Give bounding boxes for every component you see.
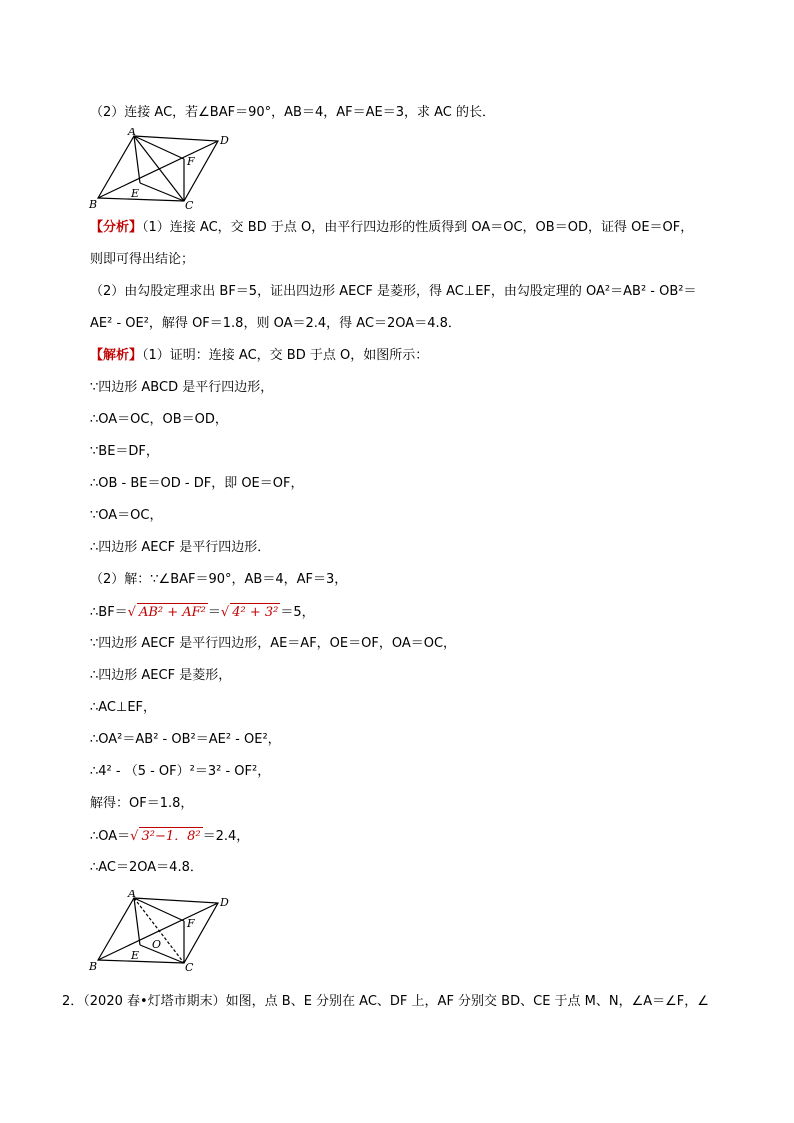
problem-part2: （2）连接 AC，若∠BAF＝90°，AB＝4，AF＝AE＝3，求 AC 的长．: [90, 105, 495, 120]
solution-step: ∵四边形 ABCD 是平行四边形，: [90, 380, 274, 395]
solution-step: ∵OA＝OC，: [90, 508, 163, 523]
solution-step: ∴OA²＝AB² - OB²＝AE² - OE²，: [90, 732, 281, 747]
solution-step: ∴AC⊥EF，: [90, 700, 157, 715]
parallelogram-outline: [98, 136, 218, 201]
diagonal-bd: [98, 141, 218, 198]
label-f: F: [187, 917, 195, 930]
bf-mid: ＝: [207, 605, 221, 620]
analysis-tag: 【分析】: [90, 220, 143, 235]
label-c: C: [185, 199, 194, 210]
segment-ae: [134, 898, 140, 945]
bf-suffix: ＝5，: [280, 605, 315, 620]
oa-prefix: ∴OA＝: [90, 829, 131, 844]
label-f: F: [187, 155, 195, 168]
analysis-line-2: 则即可得出结论；: [90, 252, 195, 267]
analysis-line-3: （2）由勾股定理求出 BF＝5，证出四边形 AECF 是菱形，得 AC⊥EF，由勾股定理的 OA²＝AB² - OB²＝: [90, 284, 697, 299]
label-e: E: [131, 187, 140, 200]
label-d: D: [220, 134, 229, 147]
analysis-text-1: （1）连接 AC，交 BD 于点 O，由平行四边形的性质得到 OA＝OC，OB＝OD，证得 OE＝OF，: [142, 220, 694, 235]
oa-radicand: 3²−1．8²: [141, 829, 201, 844]
solution-step: ∴四边形 AECF 是平行四边形．: [90, 540, 271, 555]
label-b: B: [89, 198, 98, 210]
solution-step: ∴四边形 AECF 是菱形，: [90, 668, 232, 683]
final-answer: ∴AC＝2OA＝4.8．: [90, 860, 203, 875]
diagonal-bd: [98, 903, 218, 960]
bf-radicand-2: 4² + 3²: [232, 605, 279, 620]
label-d: D: [220, 896, 229, 909]
solution-line-1: [90, 347, 428, 365]
next-problem: 2．（2020 春•灯塔市期末）如图，点 B、E 分别在 AC、DF 上，AF 分别交 BD、CE 于点 M、N，∠A＝∠F，∠: [62, 994, 709, 1009]
segment-af: [134, 898, 184, 921]
analysis-line-1: [90, 219, 693, 237]
parallelogram-outline: [98, 898, 218, 963]
solution-step: （2）解：∵∠BAF＝90°，AB＝4，AF＝3，: [90, 572, 348, 587]
bf-prefix: ∴BF＝: [90, 605, 128, 620]
solution-tag: 【解析】: [90, 348, 143, 363]
label-a: A: [128, 128, 136, 138]
oa-suffix: ＝2.4，: [202, 829, 250, 844]
bf-radicand-1: AB² + AF²: [138, 605, 206, 620]
label-b: B: [89, 960, 98, 973]
oa-equation: ∴OA＝√ 3²−1．8² ＝2.4，: [90, 829, 250, 844]
parallelogram-figure-2: [88, 890, 238, 974]
solution-step: 解得：OF＝1.8，: [90, 796, 194, 811]
label-o: O: [152, 938, 162, 951]
parallelogram-figure-1: [88, 128, 238, 210]
solution-step: ∵四边形 AECF 是平行四边形，AE＝AF，OE＝OF，OA＝OC，: [90, 636, 457, 651]
analysis-line-4: AE² - OE²，解得 OF＝1.8，则 OA＝2.4，得 AC＝2OA＝4.8．: [90, 316, 461, 331]
label-c: C: [185, 961, 194, 974]
label-a: A: [128, 890, 136, 900]
solution-step: ∴4² - （5 - OF）²＝3² - OF²，: [90, 764, 271, 779]
segment-af: [134, 136, 184, 159]
label-e: E: [131, 949, 140, 962]
bf-equation: ∴BF＝√ AB² + AF² ＝√ 4² + 3² ＝5，: [90, 605, 315, 620]
solution-step: ∴OA＝OC，OB＝OD，: [90, 412, 228, 427]
solution-step: ∴OB - BE＝OD - DF，即 OE＝OF，: [90, 476, 304, 491]
solution-text-1: （1）证明：连接 AC，交 BD 于点 O，如图所示：: [142, 348, 429, 363]
solution-step: ∵BE＝DF，: [90, 444, 159, 459]
